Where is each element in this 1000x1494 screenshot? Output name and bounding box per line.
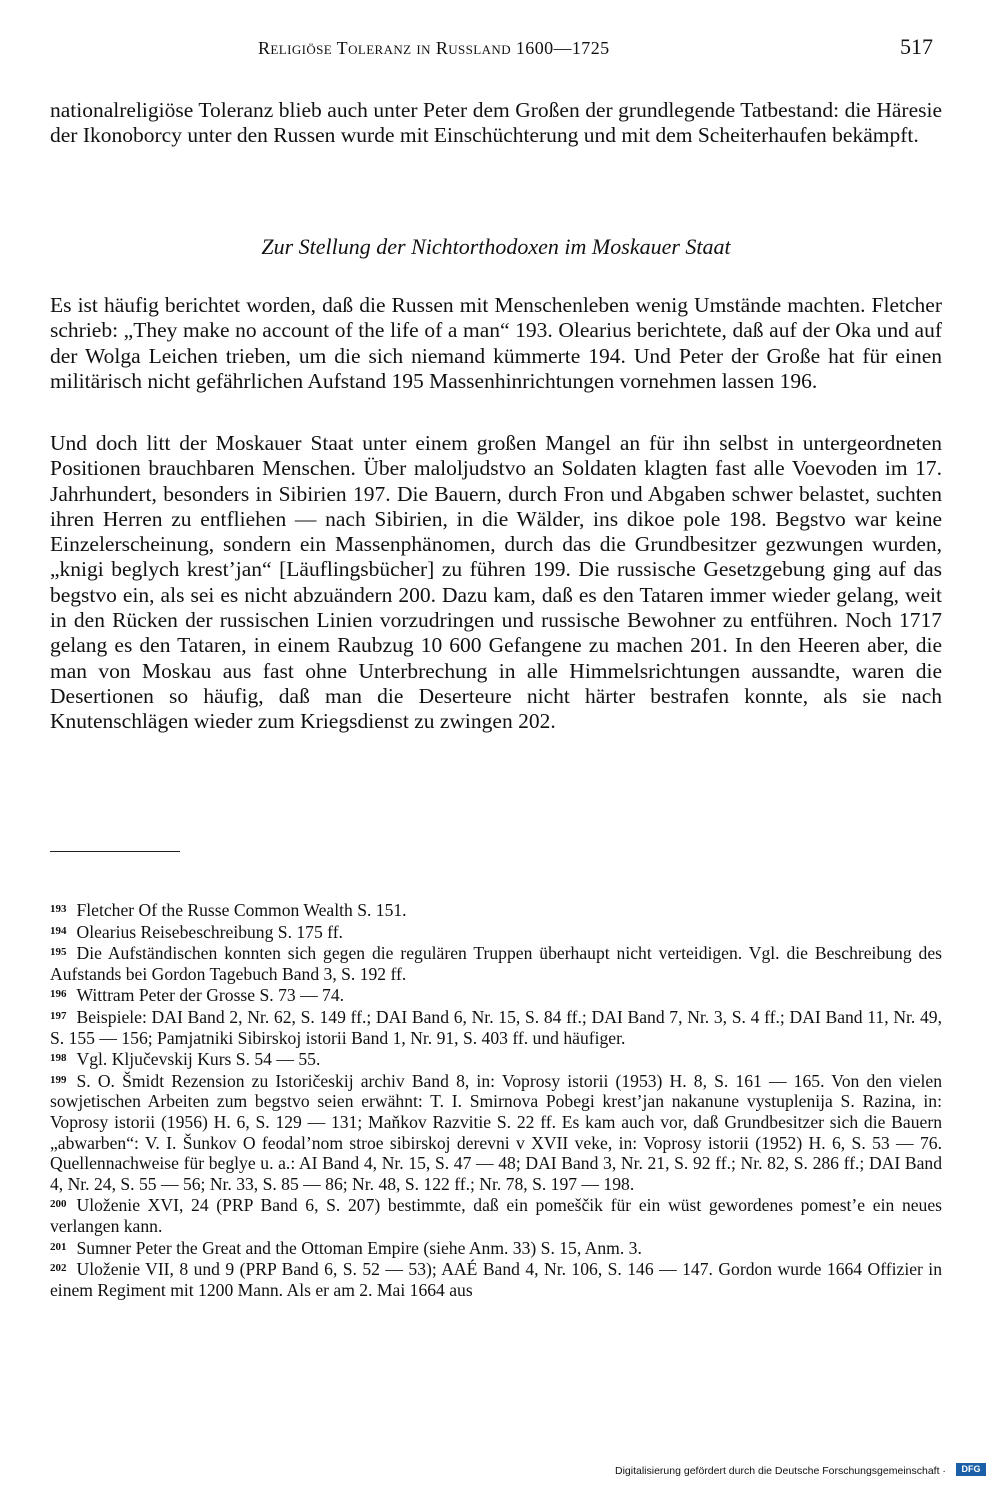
footnote-number: 193 bbox=[50, 903, 67, 915]
footnote-text: Uloženie XVI, 24 (PRP Band 6, S. 207) bestimmte, daß ein pomeščik für ein wüst gewordenes pomest’e ein neues verlangen kann. bbox=[50, 1195, 942, 1236]
footnote-199 bbox=[50, 1070, 942, 1195]
footnote-number: 196 bbox=[50, 988, 67, 1001]
footnote-195 bbox=[50, 942, 942, 984]
footnote-text: Die Aufständischen konnten sich gegen die regulären Truppen überhaupt nicht verteidigen. Vgl. die Beschreibung des Aufstands bei Gordon Tagebuch Band 3, S. 192 ff. bbox=[50, 943, 942, 984]
footnote-194 bbox=[50, 921, 942, 943]
dfg-logo-icon: DFG bbox=[956, 1463, 986, 1476]
page-number: 517 bbox=[900, 34, 933, 59]
footnote-200 bbox=[50, 1194, 942, 1236]
footnote-number: 202 bbox=[50, 1262, 67, 1275]
footnote-text: Uloženie VII, 8 und 9 (PRP Band 6, S. 52 — 53); AAÉ Band 4, Nr. 106, S. 146 — 147. Gordon wurde 1664 Offizier in einem Regiment mit 1200 Mann. Als er am 2. Mai 1664 aus bbox=[50, 1259, 942, 1300]
footnote-text: Fletcher Of the Russe Common Wealth S. 151. bbox=[76, 900, 407, 920]
footnote-text: Vgl. Ključevskij Kurs S. 54 — 55. bbox=[76, 1049, 321, 1070]
footnote-number: 200 bbox=[50, 1198, 67, 1211]
footnote-text: S. O. Šmidt Rezension zu Istoričeskij archiv Band 8, in: Voprosy istorii (1953) H. 8, S. 161 — 165. Von den vielen sowjetischen Arbeiten zum begstvo seien erwähnt: T. I. Smirnova Pobegi krest’jan nakanune vystuplenija S. Razina, in: Voprosy istorii (1956) H. 6, S. 129 — 131; Maňkov Razvitie S. 22 ff. Es kam auch vor, daß Grundbesitzer sich die Bauern „abwarben“: V. I. Šunkov O feodal’nom stroe sibirskoj derevni v XVII veke, in: Voprosy istorii (1952) H. 6, S. 53 — 76. Quellennachweise für beglye u. a.: AI Band 4, Nr. 15, S. 47 — 48; DAI Band 3, Nr. 21, S. 92 ff.; Nr. 82, S. 286 ff.; DAI Band 4, Nr. 24, S. 55 — 56; Nr. 33, S. 85 — 86; Nr. 48, S. 122 ff.; Nr. 78, S. 197 — 198. bbox=[50, 1070, 942, 1194]
paragraph-1 bbox=[50, 293, 942, 394]
section-heading: Zur Stellung der Nichtorthodoxen im Moskauer Staat bbox=[261, 234, 731, 259]
footnote-197 bbox=[50, 1006, 942, 1048]
footnote-201 bbox=[50, 1237, 942, 1259]
intro-text: nationalreligiöse Toleranz blieb auch unter Peter dem Großen der grundlegende Tatbestand: die Häresie der Ikonoborcy unter den Russen wurde mit Einschüchterung und mit dem Scheiterhaufen bekämpft. bbox=[50, 98, 942, 148]
footnote-text: Olearius Reisebeschreibung S. 175 ff. bbox=[76, 921, 343, 942]
footnotes bbox=[50, 899, 942, 1300]
footnote-198 bbox=[50, 1048, 942, 1070]
running-title: Religiöse Toleranz in Russland 1600—1725 bbox=[258, 38, 610, 58]
footnote-193 bbox=[50, 899, 942, 921]
footnote-196 bbox=[50, 984, 942, 1006]
footnote-number: 201 bbox=[50, 1240, 67, 1253]
digitization-credit: Digitalisierung gefördert durch die Deutsche Forschungsgemeinschaft · bbox=[615, 1465, 946, 1477]
footnote-number: 195 bbox=[50, 946, 67, 959]
footnote-number: 197 bbox=[50, 1009, 67, 1022]
footnote-number: 199 bbox=[50, 1073, 67, 1086]
footnote-202 bbox=[50, 1258, 942, 1300]
footnote-text: Beispiele: DAI Band 2, Nr. 62, S. 149 ff.; DAI Band 6, Nr. 15, S. 84 ff.; DAI Band 7, Nr. 3, S. 4 ff.; DAI Band 11, Nr. 49, S. 155 — 156; Pamjatniki Sibirskoj istorii Band 1, Nr. 91, S. 403 ff. und häufiger. bbox=[50, 1006, 942, 1048]
footnote-rule bbox=[50, 851, 180, 852]
footnote-text: Sumner Peter the Great and the Ottoman Empire (siehe Anm. 33) S. 15, Anm. 3. bbox=[76, 1237, 642, 1258]
footnote-text: Wittram Peter der Grosse S. 73 — 74. bbox=[76, 985, 345, 1006]
paragraph-1-text: Es ist häufig berichtet worden, daß die Russen mit Menschenleben wenig Umstände machten. Fletcher schrieb: „They make no account of the life of a man“ 193. Olearius berichtete, daß auf der Oka und auf der Wolga Leichen trieben, um die sich niemand kümmerte 194. Und Peter der Große hat für einen militärisch nicht gefährlichen Aufstand 195 Massenhinrichtungen vornehmen lassen 196. bbox=[50, 293, 942, 393]
footnote-number: 198 bbox=[50, 1052, 67, 1065]
footnote-number: 194 bbox=[50, 924, 67, 937]
paragraph-2-text: Und doch litt der Moskauer Staat unter einem großen Mangel an für ihn selbst in untergeordneten Positionen brauchbaren Menschen. Über maloljudstvo an Soldaten klagten fast alle Voevoden im 17. Jahrhundert, besonders in Sibirien 197. Die Bauern, durch Fron und Abgaben schwer belastet, suchten ihren Herren zu entfliehen — nach Sibirien, in die Wälder, ins dikoe pole 198. Begstvo war keine Einzelerscheinung, sondern ein Massenphänomen, durch das die Grundbesitzer gezwungen wurden, „knigi beglych krest’jan“ [Läuflingsbücher] zu führen 199. Die russische Gesetzgebung ging auf das begstvo ein, als sei es nicht abzuändern 200. Dazu kam, daß es den Tataren immer wieder gelang, weit in den Rücken der russischen Linien vorzudringen und russische Bewohner zu entführen. Noch 1717 gelang es den Tataren, in einem Raubzug 10 600 Gefangene zu machen 201. In den Heeren aber, die man von Moskau aus fast ohne Unterbrechung in alle Himmelsrichtungen aussandte, waren die Desertionen so häufig, daß man die Deserteure nicht härter bestrafen konnte, als sie nach Knutenschlägen wieder zum Kriegsdienst zu zwingen 202. bbox=[50, 431, 942, 734]
intro-paragraph bbox=[50, 98, 942, 149]
paragraph-2 bbox=[50, 431, 942, 735]
